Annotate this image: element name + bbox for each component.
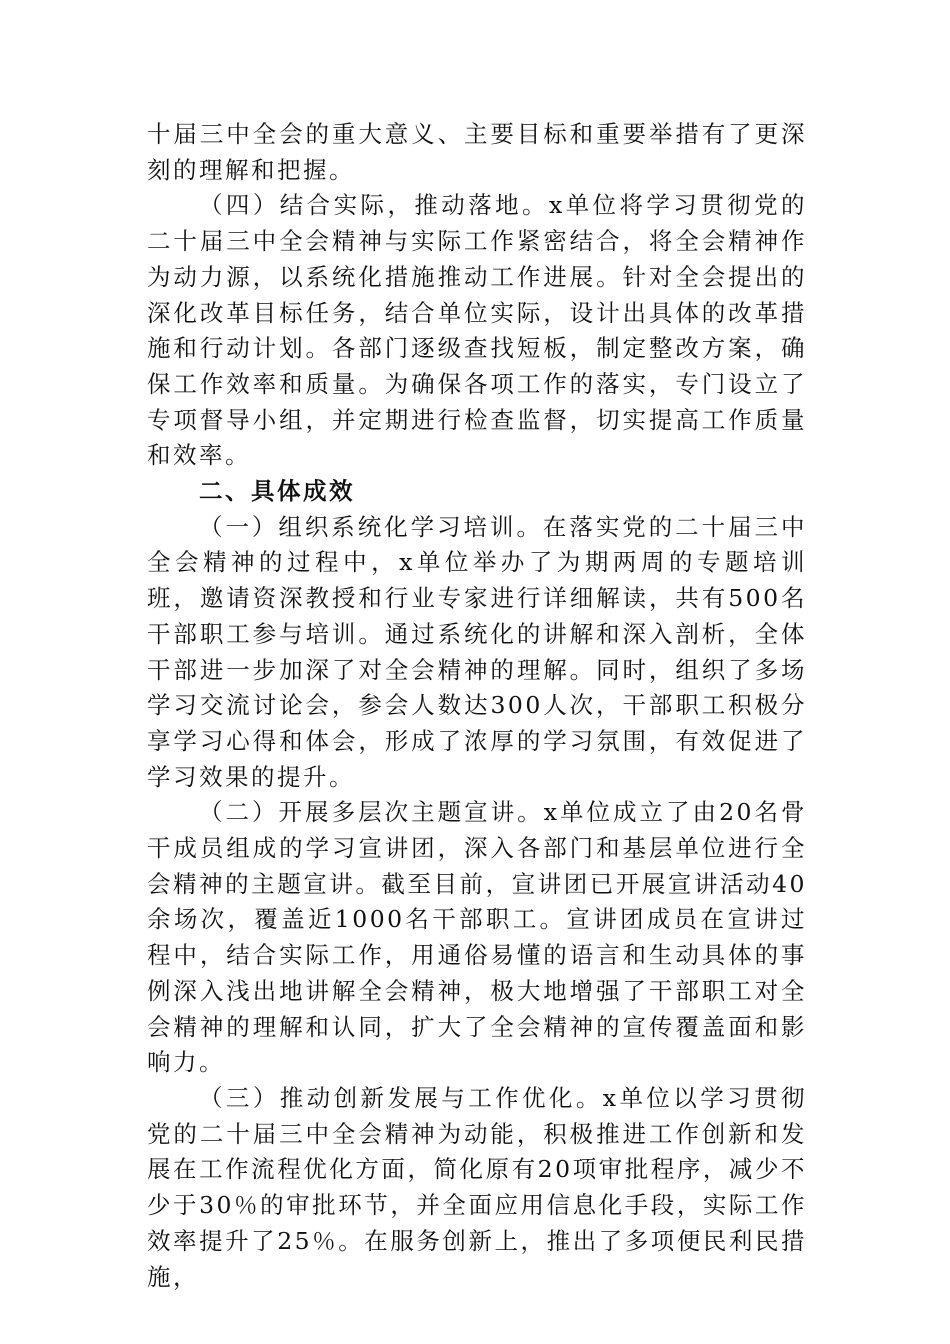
paragraph-section-4: （四）结合实际，推动落地。x单位将学习贯彻党的二十届三中全会精神与实际工作紧密结合，将全会精神作为动力源，以系统化措施推动工作进展。针对全会提出的深化改革目标任务，结合单位实际，设计出具体的改革措施和行动计划。各部门逐级查找短板，制定整改方案，确保工作效率和质量。为确保各项工作的落实，专门设立了专项督导小组，并定期进行检查监督，切实提高工作质量和效率。: [147, 191, 807, 470]
paragraph-result-2: （二）开展多层次主题宣讲。x单位成立了由20名骨干成员组成的学习宣讲团，深入各部门和基层单位进行全会精神的主题宣讲。截至目前，宣讲团已开展宣讲活动40余场次，覆盖近1000名干部职工。宣讲团成员在宣讲过程中，结合实际工作，用通俗易懂的语言和生动具体的事例深入浅出地讲解全会精神，极大地增强了干部职工对全会精神的理解和认同，扩大了全会精神的宣传覆盖面和影响力。: [147, 798, 807, 1077]
paragraph-result-3: （三）推动创新发展与工作优化。x单位以学习贯彻党的二十届三中全会精神为动能，积极推进工作创新和发展在工作流程优化方面，简化原有20项审批程序，减少不少于30％的审批环节，并全面应用信息化手段，实际工作效率提升了25％。在服务创新上，推出了多项便民利民措施，: [147, 1083, 807, 1291]
paragraph-result-1: （一）组织系统化学习培训。在落实党的二十届三中全会精神的过程中，x单位举办了为期两周的专题培训班，邀请资深教授和行业专家进行详细解读，共有500名干部职工参与培训。通过系统化的讲解和深入剖析，全体干部进一步加深了对全会精神的理解。同时，组织了多场学习交流讨论会，参会人数达300人次，干部职工积极分享学习心得和体会，形成了浓厚的学习氛围，有效促进了学习效果的提升。: [147, 512, 807, 791]
paragraph-continuation: 十届三中全会的重大意义、主要目标和重要举措有了更深刻的理解和把握。: [147, 120, 807, 184]
document-body: [147, 117, 807, 1295]
section-heading-results: 二、具体成效: [199, 477, 355, 506]
